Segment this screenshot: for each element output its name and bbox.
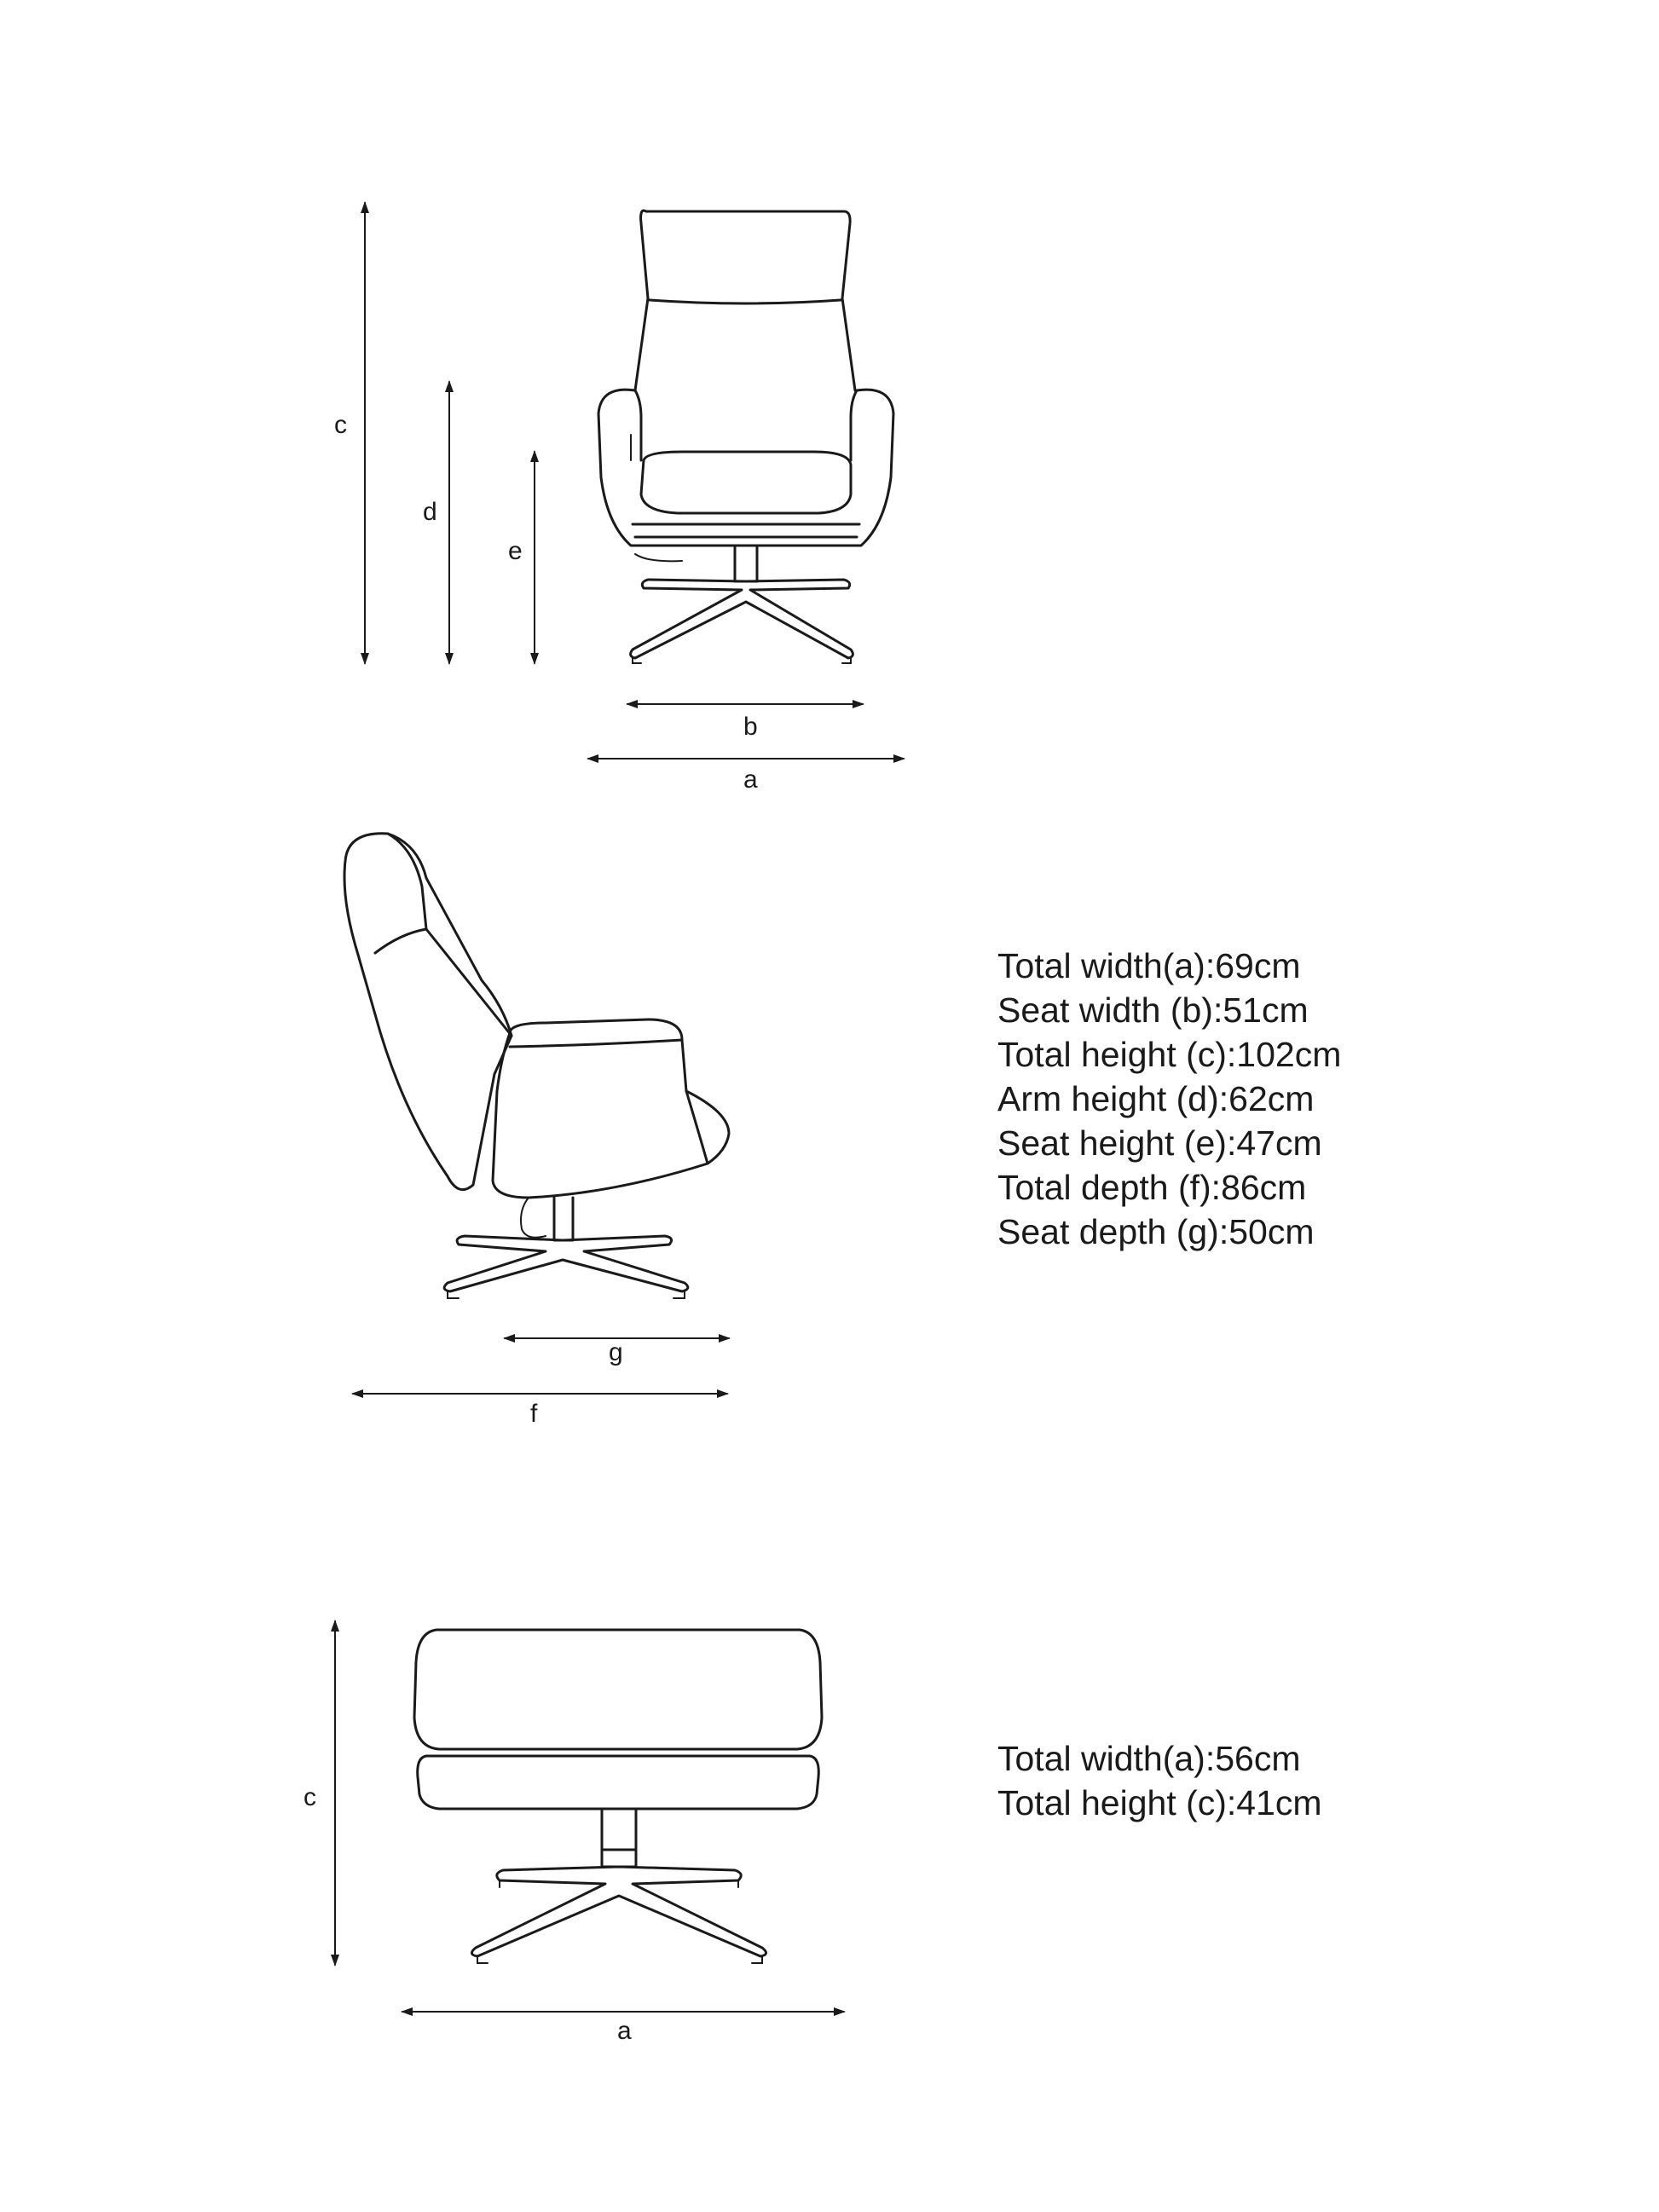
- chair-specs: [997, 944, 1341, 1254]
- chair-front-feet: [633, 658, 851, 663]
- dim-label-g: g: [609, 1338, 623, 1366]
- dim-label-a-footstool: a: [617, 2017, 632, 2045]
- chair-front-headrest-seam: [650, 300, 841, 303]
- chair-front-left-arm-inner: [635, 390, 641, 460]
- footstool-specs: [997, 1736, 1322, 1825]
- dim-label-c-footstool: c: [303, 1783, 316, 1811]
- spec-seat-depth: Seat depth (g):50cm: [997, 1212, 1315, 1251]
- chair-front-star-base: [631, 580, 853, 658]
- chair-front-seat-base: [633, 524, 859, 537]
- chair-side-lever: [521, 1198, 546, 1238]
- chair-front-right-arm-inner: [851, 390, 857, 460]
- footstool-base-cushion: [418, 1756, 819, 1809]
- chair-side-arm-seam: [510, 1040, 708, 1164]
- chair-side-headrest-front: [388, 834, 426, 929]
- footstool-cushion: [414, 1630, 822, 1749]
- footstool-column: [602, 1809, 636, 1867]
- dim-label-b: b: [743, 713, 758, 741]
- chair-side-column: [554, 1198, 573, 1240]
- footstool-feet: [477, 1880, 762, 1963]
- footstool-front-view: [414, 1630, 822, 1963]
- spec-total-width: Total width(a):69cm: [997, 946, 1301, 985]
- spec-total-depth: Total depth (f):86cm: [997, 1168, 1307, 1207]
- chair-side-headrest-seam: [375, 929, 512, 1036]
- chair-side-star-base: [444, 1236, 688, 1291]
- dim-label-e: e: [508, 537, 523, 565]
- dim-label-a-front: a: [743, 765, 758, 794]
- chair-front-seat-cushion: [641, 452, 851, 513]
- spec-arm-height: Arm height (d):62cm: [997, 1079, 1315, 1118]
- chair-side-feet: [448, 1291, 685, 1298]
- chair-front-column: [735, 546, 757, 581]
- dim-label-c-front: c: [334, 411, 347, 439]
- chair-front-view: [598, 211, 893, 663]
- footstool-star-base: [471, 1867, 766, 1956]
- spec-seat-height: Seat height (e):47cm: [997, 1123, 1322, 1163]
- spec-footstool-total-height: Total height (c):41cm: [997, 1783, 1322, 1822]
- spec-seat-width: Seat width (b):51cm: [997, 990, 1309, 1030]
- spec-footstool-total-width: Total width(a):56cm: [997, 1739, 1301, 1778]
- chair-side-backrest: [344, 834, 512, 1190]
- spec-total-height: Total height (c):102cm: [997, 1035, 1342, 1074]
- dim-label-d: d: [423, 498, 437, 526]
- chair-side-view: [344, 834, 729, 1298]
- dim-label-f: f: [530, 1400, 538, 1428]
